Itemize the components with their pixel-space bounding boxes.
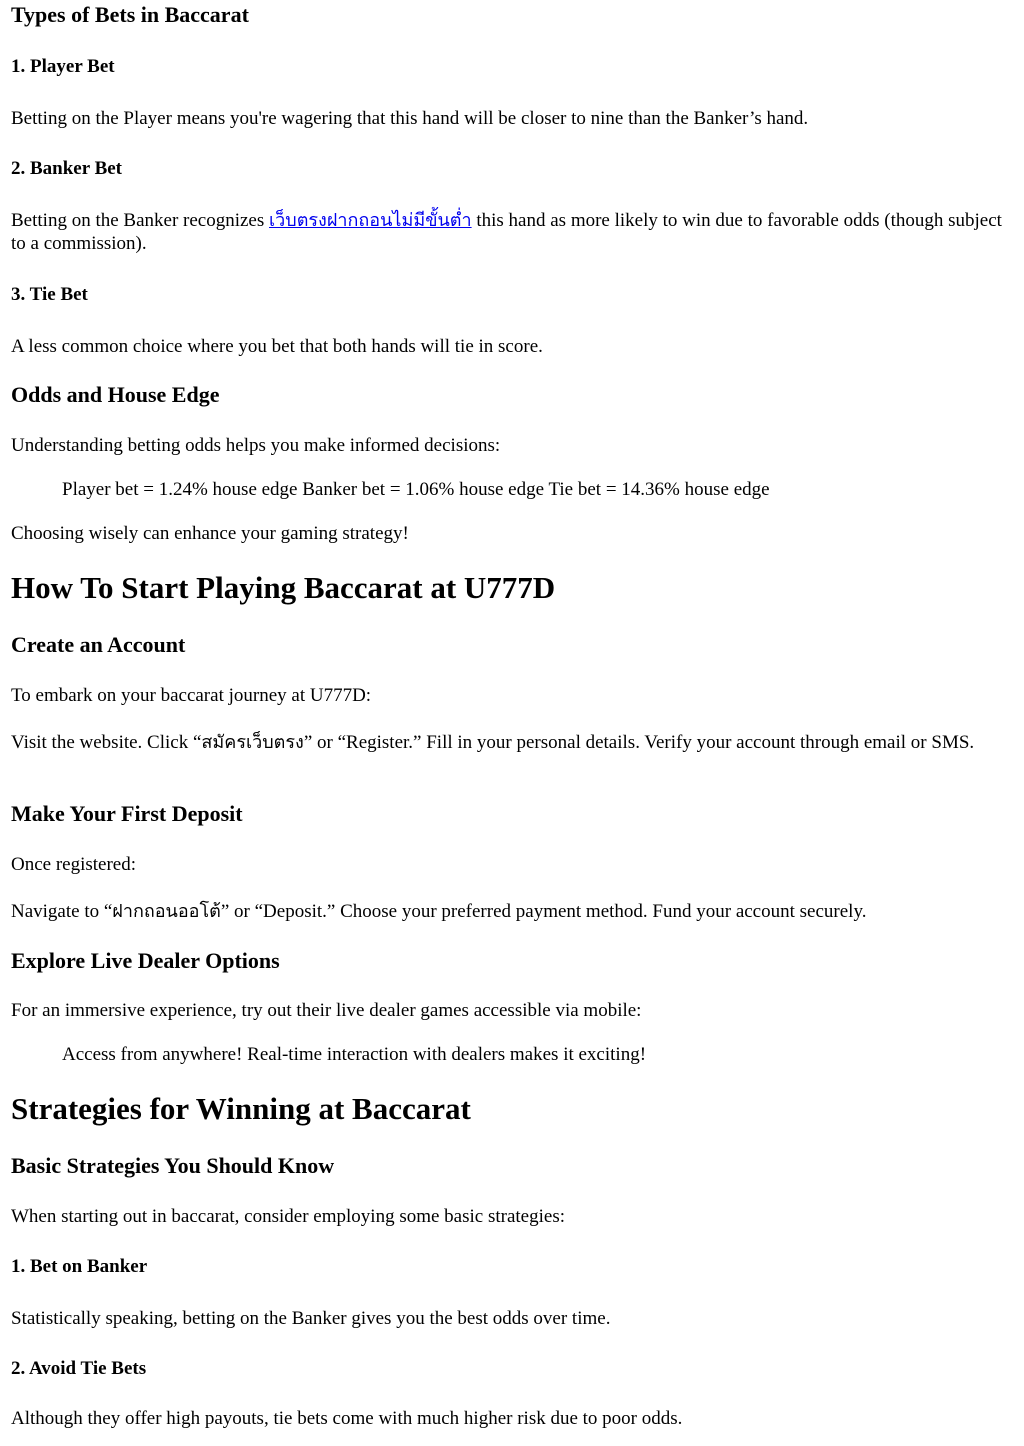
deposit-intro: Once registered: <box>11 854 137 875</box>
banker-text-after: this hand as more likely to win due to favorable odds (though subject to a commission). <box>11 210 1002 254</box>
basic-strategies-heading: Basic Strategies You Should Know <box>11 1153 335 1178</box>
create-account-intro: To embark on your baccarat journey at U777D: <box>11 685 372 706</box>
odds-list-item: Player bet = 1.24% house edge Banker bet = 1.06% house edge Tie bet = 14.36% house edge <box>62 479 770 500</box>
basic-strategies-intro: When starting out in baccarat, consider employing some basic strategies: <box>11 1206 565 1227</box>
tie-bet-heading: 3. Tie Bet <box>11 284 88 305</box>
odds-house-edge-heading: Odds and House Edge <box>11 382 220 407</box>
avoid-tie-bets-heading: 2. Avoid Tie Bets <box>11 1358 147 1379</box>
first-deposit-heading: Make Your First Deposit <box>11 801 243 826</box>
tie-bet-text: A less common choice where you bet that both hands will tie in score. <box>11 336 543 357</box>
strategies-heading: Strategies for Winning at Baccarat <box>11 1091 471 1126</box>
bet-on-banker-text: Statistically speaking, betting on the Banker gives you the best odds over time. <box>11 1308 611 1329</box>
deposit-steps-after: ” or “Deposit.” Choose your preferred payment method. Fund your account securely. <box>220 901 867 922</box>
types-of-bets-heading: Types of Bets in Baccarat <box>11 2 249 27</box>
start-playing-heading: How To Start Playing Baccarat at U777D <box>11 570 556 605</box>
player-bet-heading: 1. Player Bet <box>11 56 115 77</box>
create-account-steps <box>11 731 1011 754</box>
bet-on-banker-heading: 1. Bet on Banker <box>11 1256 148 1277</box>
live-dealer-intro: For an immersive experience, try out their live dealer games accessible via mobile: <box>11 1000 642 1021</box>
register-thai-text: สมัครเว็บตรง <box>201 732 304 753</box>
create-steps-before: Visit the website. Click “ <box>11 732 202 753</box>
deposit-steps <box>11 900 866 923</box>
banker-text-before: Betting on the Banker recognizes <box>11 210 270 231</box>
banker-bet-text <box>11 209 1011 255</box>
odds-intro-text: Understanding betting odds helps you make informed decisions: <box>11 435 501 456</box>
live-dealer-heading: Explore Live Dealer Options <box>11 948 280 973</box>
deposit-steps-before: Navigate to “ <box>11 901 113 922</box>
thai-website-link[interactable]: เว็บตรงฝากถอนไม่มีขั้นต่ำ <box>269 210 472 231</box>
live-dealer-list-item: Access from anywhere! Real-time interaction with dealers makes it exciting! <box>62 1044 647 1065</box>
create-steps-after: ” or “Register.” Fill in your personal details. Verify your account through email or SMS. <box>303 732 975 753</box>
player-bet-text: Betting on the Player means you're wagering that this hand will be closer to nine than the Banker’s hand. <box>11 108 809 129</box>
avoid-tie-bets-text: Although they offer high payouts, tie bets come with much higher risk due to poor odds. <box>11 1408 683 1429</box>
odds-outro-text: Choosing wisely can enhance your gaming strategy! <box>11 523 409 544</box>
create-account-heading: Create an Account <box>11 632 186 657</box>
banker-bet-heading: 2. Banker Bet <box>11 158 123 179</box>
deposit-thai-text: ฝากถอนออโต้ <box>112 901 221 922</box>
